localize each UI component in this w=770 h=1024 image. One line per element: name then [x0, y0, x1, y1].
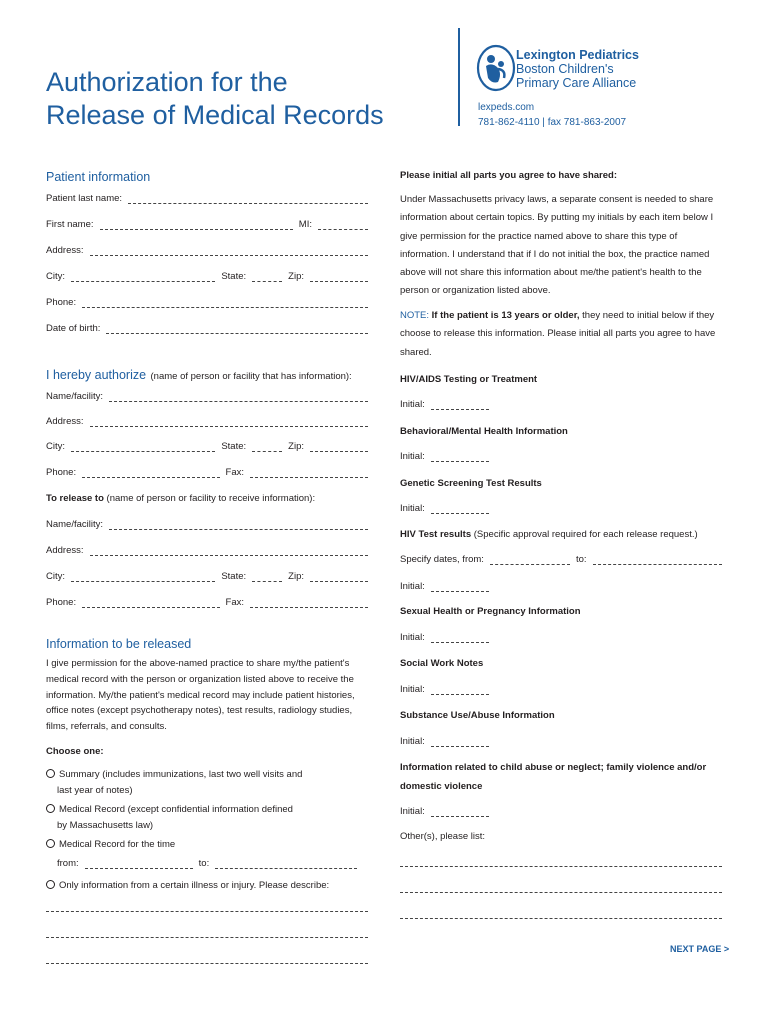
abuse-heading: Information related to child abuse or neglect; family violence and/or domestic violence — [400, 762, 707, 792]
patient-dob-field[interactable]: Date of birth: — [46, 323, 368, 334]
behavioral-heading: Behavioral/Mental Health Information — [400, 426, 568, 437]
radio-icon[interactable] — [46, 839, 55, 848]
describe-line-1[interactable] — [46, 910, 368, 912]
time-period-dates-field[interactable]: from: to: — [57, 858, 357, 869]
substance-heading: Substance Use/Abuse Information — [400, 710, 555, 721]
patient-address-field[interactable]: Address: — [46, 245, 368, 256]
option-summary[interactable]: Summary (includes immunizations, last two well visits and last year of notes) — [46, 767, 368, 798]
describe-line-3[interactable] — [46, 962, 368, 964]
authorize-phone-fax-field[interactable]: Phone: Fax: — [46, 467, 368, 478]
hiv-test-dates-field[interactable]: Specify dates, from: to: — [400, 554, 722, 565]
hiv-test-initial-field[interactable]: Initial: — [400, 581, 724, 592]
hiv-aids-initial-field[interactable]: Initial: — [400, 399, 724, 410]
choose-one-label: Choose one: — [46, 746, 104, 757]
others-label: Other(s), please list: — [400, 831, 485, 842]
radio-icon[interactable] — [46, 880, 55, 889]
release-to-name-field[interactable]: Name/facility: — [46, 519, 368, 530]
authorize-city-state-zip-field[interactable]: City: State: Zip: — [46, 441, 368, 452]
info-released-heading: Information to be released — [46, 637, 192, 651]
option-illness[interactable]: Only information from a certain illness or injury. Please describe: — [46, 877, 368, 895]
authorize-address-field[interactable]: Address: — [46, 416, 368, 427]
release-to-address-field[interactable]: Address: — [46, 545, 368, 556]
behavioral-initial-field[interactable]: Initial: — [400, 451, 724, 462]
radio-icon[interactable] — [46, 804, 55, 813]
logo-icon — [476, 44, 516, 92]
radio-icon[interactable] — [46, 769, 55, 778]
authorize-heading: I hereby authorize (name of person or facility that has information): — [46, 368, 352, 382]
patient-info-heading: Patient information — [46, 170, 151, 184]
sexual-health-heading: Sexual Health or Pregnancy Information — [400, 606, 581, 617]
website-link[interactable]: lexpeds.com — [478, 102, 535, 113]
release-to-phone-fax-field[interactable]: Phone: Fax: — [46, 597, 368, 608]
describe-line-2[interactable] — [46, 936, 368, 938]
note-paragraph: NOTE: If the patient is 13 years or older, they need to initial below if they choose to release this information. Please initial all parts you agree to have shared. — [400, 310, 716, 358]
info-released-paragraph: I give permission for the above-named practice to share my/the patient's medical record with the person or organization listed above to receive the information. My/the patient's medical record may include patient histories, office notes (except psychotherapy notes), test results, radiology studies, films, referrals, and consults. — [46, 658, 355, 733]
privacy-paragraph: Under Massachusetts privacy laws, a separate consent is needed to share information about certain topics. By putting my initials by each item below I give permission for the practice named above to share this type of information. I understand that if I do not initial the box, the practice named above will not share this information about me/the patient's health to the person or organization listed above. — [400, 194, 714, 297]
hiv-test-heading: HIV Test results (Specific approval required for each release request.) — [400, 529, 698, 540]
contact-info — [478, 100, 626, 130]
others-line-3[interactable] — [400, 917, 722, 919]
logo-text: Lexington Pediatrics Boston Children's Primary Care Alliance — [516, 48, 639, 90]
others-line-2[interactable] — [400, 891, 722, 893]
genetic-initial-field[interactable]: Initial: — [400, 503, 724, 514]
initial-heading: Please initial all parts you agree to have shared: — [400, 170, 618, 181]
page-title: Authorization for the Release of Medical Records — [46, 67, 384, 130]
abuse-initial-field[interactable]: Initial: — [400, 806, 724, 817]
phone-fax: 781-862-4110 | fax 781-863-2007 — [478, 117, 627, 128]
release-to-city-state-zip-field[interactable]: City: State: Zip: — [46, 571, 368, 582]
next-page-link[interactable]: NEXT PAGE > — [670, 944, 730, 954]
patient-first-name-field[interactable]: First name: MI: — [46, 219, 368, 230]
authorize-name-field[interactable]: Name/facility: — [46, 391, 368, 402]
release-to-heading: To release to (name of person or facility to receive information): — [46, 493, 316, 504]
social-work-initial-field[interactable]: Initial: — [400, 684, 724, 695]
option-time-period[interactable]: Medical Record for the time — [46, 837, 368, 853]
header-divider — [458, 28, 460, 126]
patient-phone-field[interactable]: Phone: — [46, 297, 368, 308]
hiv-aids-heading: HIV/AIDS Testing or Treatment — [400, 374, 538, 385]
sexual-health-initial-field[interactable]: Initial: — [400, 632, 724, 643]
substance-initial-field[interactable]: Initial: — [400, 736, 724, 747]
patient-city-state-zip-field[interactable]: City: State: Zip: — [46, 271, 368, 282]
patient-last-name-field[interactable]: Patient last name: — [46, 193, 368, 204]
genetic-heading: Genetic Screening Test Results — [400, 478, 542, 489]
option-medical-record[interactable]: Medical Record (except confidential information defined by Massachusetts law) — [46, 802, 368, 833]
social-work-heading: Social Work Notes — [400, 658, 484, 669]
others-line-1[interactable] — [400, 865, 722, 867]
